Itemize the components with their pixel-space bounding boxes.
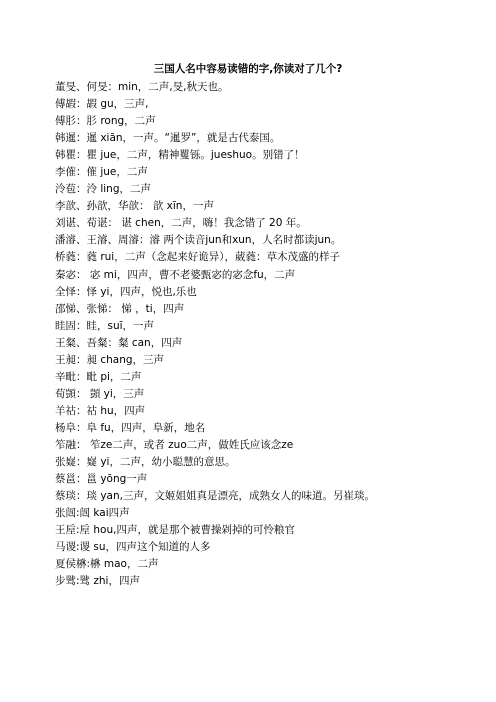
list-item: 眭固：眭，suī，一声	[55, 319, 155, 332]
list-item: 笮融： 笮ze二声，或者 zuo二声，做姓氏应该念ze	[55, 438, 294, 451]
list-item: 蔡琰：琰 yan,三声，文姬姐姐真是漂亮，成熟女人的味道。另崔琰。	[55, 490, 375, 503]
list-item: 桥蕤：蕤 rui，二声（念起来好诡异），葳蕤：草木茂盛的样子	[55, 251, 340, 264]
list-item: 韩瞿：瞿 jue，二声，精神矍铄。jueshuo。别错了！	[55, 149, 305, 162]
list-item: 傅肜：肜 rong，二声	[55, 115, 156, 128]
list-item: 邵悌、张悌： 悌 ，ti，四声	[55, 302, 185, 315]
name-pronunciation-list	[55, 79, 485, 590]
list-item: 杨阜：阜 fu，四声，阜新，地名	[55, 421, 206, 434]
list-item: 秦宓： 宓 mi，四声，曹不老婆甄宓的宓念fu，二声	[55, 268, 296, 281]
list-item: 王昶：昶 chang，三声	[55, 353, 165, 366]
list-item: 董旻、何旻：min，二声,旻,秋天也。	[55, 81, 229, 93]
list-item: 辛毗：毗 pi，二声	[55, 370, 142, 383]
list-item: 荀顗： 顗 yi，三声	[55, 387, 145, 400]
list-item: 王粲、吾粲：粲 can，四声	[55, 336, 183, 349]
list-item: 张闿:闿 kai四声	[55, 507, 130, 520]
list-item: 韩暹：暹 xiān，一声。“暹罗”，就是古代泰国。	[55, 132, 281, 145]
list-item: 张嶷：嶷 yi，二声，幼小聪慧的意思。	[55, 456, 236, 469]
document-title: 三国人名中容易读错的字,你读对了几个?	[153, 63, 343, 75]
list-item: 夏侯楙:楙 mao，二声	[55, 558, 159, 571]
list-item: 泠苞：泠 ling，二声	[55, 183, 151, 196]
list-item: 王垕:垕 hou,四声，就是那个被曹操剁掉的可怜粮官	[55, 524, 295, 537]
list-item: 羊祜：祜 hu，四声	[55, 404, 146, 417]
list-item: 潘濬、王濬、周濬：濬 两个读音jun和xun，人名时都读jun。	[55, 234, 342, 247]
list-item: 李歆、孙歆，华歆： 歆 xīn，一声	[55, 200, 214, 213]
list-item: 李傕：傕 jue，二声	[55, 166, 148, 179]
list-item: 步骘:骘 zhi，四声	[55, 575, 140, 588]
list-item: 傅嘏：嘏 gu，三声,	[55, 98, 149, 111]
list-item: 马谡:谡 su，四声这个知道的人多	[55, 541, 211, 554]
list-item: 刘谌、荀谌： 谌 chen，二声，嗨！我念错了 20 年。	[55, 217, 307, 230]
list-item: 蔡邕：邕 yōng一声	[55, 473, 148, 486]
list-item: 全怿：怿 yi，四声，悦也,乐也	[55, 285, 197, 298]
